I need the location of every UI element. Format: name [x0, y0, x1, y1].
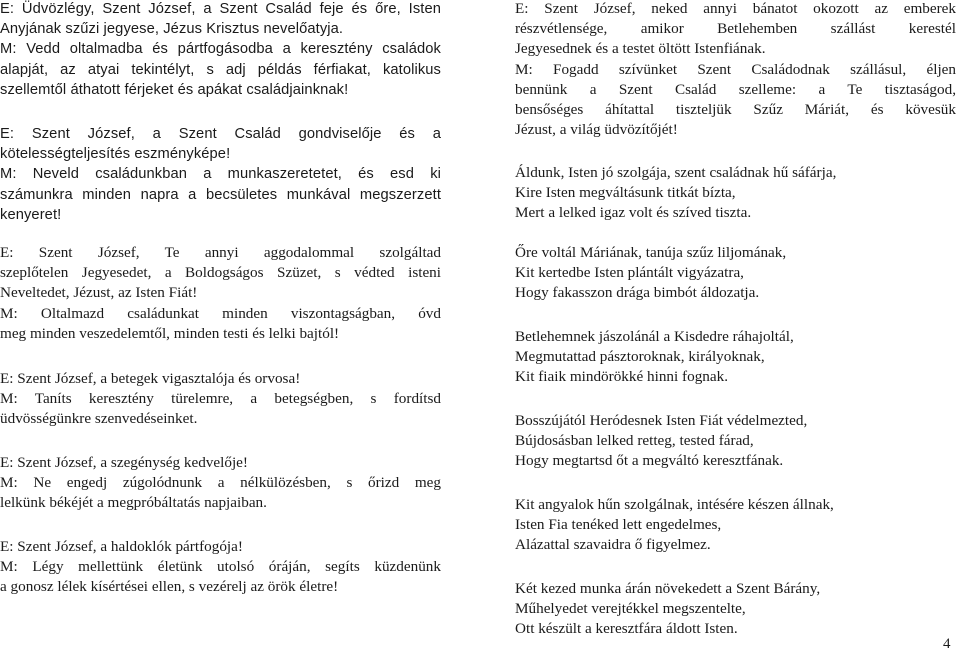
- text-line: Jézust, a világ üdvözítőjét!: [515, 121, 678, 139]
- text-line: Két kezed munka árán növekedett a Szent Bárány,: [515, 580, 821, 597]
- text-line: E: Üdvözlégy, Szent József, a Szent Család feje és őre, Isten: [0, 1, 441, 17]
- text-line: Anyjának szűzi jegyese, Jézus Krisztus nevelőatyja.: [0, 21, 344, 38]
- text-line: meg minden veszedelemtől, minden testi és lelki bajtól!: [0, 324, 340, 342]
- text-line: kötelességteljesítés eszményképe!: [0, 146, 231, 163]
- text-line: Isten Fia tenéked lett engedelmes,: [515, 516, 722, 534]
- paragraph: [515, 163, 956, 224]
- text-line: Áldunk, Isten jó szolgája, szent családnak hű sáfárja,: [515, 164, 837, 181]
- paragraph: [515, 579, 956, 640]
- text-line: M: Oltalmazd családunkat minden viszontagságban, óvd: [0, 304, 441, 322]
- text-line: Betlehemnek jászolánál a Kisdedre ráhajoltál,: [515, 328, 794, 345]
- text-line: E: Szent József, a haldoklók pártfogója!: [0, 538, 243, 555]
- text-line: Neveltedet, Jézust, az Isten Fiát!: [0, 284, 198, 302]
- text-line: M: Ne engedj zúgolódnunk a nélkülözésben, s őrizd meg: [0, 474, 441, 492]
- paragraph: [515, 495, 956, 556]
- text-line: üdvösségünkre szenvedéseinket.: [0, 410, 198, 428]
- paragraph: [0, 0, 441, 100]
- text-line: M: Fogadd szívünket Szent Családodnak szállásul, éljen: [515, 60, 956, 78]
- paragraph: [0, 124, 441, 225]
- page-number: 4: [943, 636, 951, 652]
- text-line: E: Szent József, a betegek vigasztalója és orvosa!: [0, 370, 301, 387]
- text-line: E: Szent József, Te annyi aggodalommal szolgáltad: [0, 244, 441, 261]
- text-line: M: Neveld családunkban a munkaszeretetet, és esd ki: [0, 166, 441, 183]
- text-line: E: Szent József, a szegénység kedvelője!: [0, 454, 248, 471]
- text-line: szellemtől áthatott férjeket és apákat családjainknak!: [0, 81, 349, 98]
- text-line: a gonosz lélek kísértései ellen, s vezérelj az örök életre!: [0, 578, 339, 596]
- paragraph: [515, 0, 956, 140]
- text-line: Kit kertedbe Isten plántált vigyázatra,: [515, 264, 744, 282]
- text-line: Őre voltál Máriának, tanúja szűz liljomának,: [515, 244, 787, 261]
- text-line: E: Szent József, neked annyi bánatot okozott az emberek: [515, 0, 956, 17]
- text-line: M: Légy mellettünk életünk utolsó óráján, segíts küzdenünk: [0, 558, 441, 576]
- text-line: Megmutattad pásztoroknak, királyoknak,: [515, 348, 765, 366]
- paragraph: [515, 243, 956, 304]
- text-line: Hogy fakasszon drága bimbót áldozatja.: [515, 284, 760, 302]
- paragraph: [0, 537, 441, 598]
- text-line: Mert a lelked igaz volt és szíved tiszta.: [515, 204, 752, 222]
- text-line: M: Vedd oltalmadba és pártfogásodba a keresztény családok: [0, 41, 441, 58]
- text-line: bensőséges áhítattal tiszteljük Szűz Máriát, és kövesük: [515, 100, 956, 118]
- text-line: Kire Isten megváltásunk titkát bízta,: [515, 184, 736, 202]
- paragraph: [515, 327, 956, 388]
- text-line: bennünk a Szent Család szelleme: a Te tisztaságod,: [515, 80, 956, 98]
- text-line: részvétlensége, amikor Betlehemben szállást kerestél: [515, 20, 956, 38]
- text-line: számunkra minden napra a becsületes munkával megszerzett: [0, 186, 441, 203]
- text-line: Jegyesednek és a testet öltött Istenfiának.: [515, 40, 766, 58]
- text-line: kenyeret!: [0, 206, 62, 223]
- text-line: Bújdosásban lelked retteg, tested fárad,: [515, 432, 754, 450]
- paragraph: [515, 411, 956, 472]
- text-line: Alázattal szavaidra ő figyelmez.: [515, 536, 711, 554]
- text-line: Kit angyalok hűn szolgálnak, intésére készen állnak,: [515, 496, 834, 513]
- text-line: szeplőtelen Jegyesedet, a Boldogságos Szüzet, s védted isteni: [0, 264, 441, 282]
- paragraph: [0, 369, 441, 430]
- text-line: Kit fiaik mindörökké hinni fognak.: [515, 368, 729, 386]
- text-line: Hogy megtartsd őt a megváltó keresztfának.: [515, 452, 784, 470]
- text-line: lelkünk békéjét a megpróbáltatás napjaiban.: [0, 494, 267, 512]
- text-line: Bosszújától Heródesnek Isten Fiát védelmezted,: [515, 412, 808, 429]
- text-line: M: Taníts keresztény türelemre, a betegségben, s fordítsd: [0, 390, 441, 408]
- text-line: E: Szent József, a Szent Család gondviselője és a: [0, 126, 441, 142]
- text-line: Műhelyedet verejtékkel megszentelte,: [515, 600, 746, 618]
- paragraph: [0, 453, 441, 514]
- paragraph: [0, 243, 441, 344]
- text-line: alapját, az atyai tekintélyt, s adj példás férfiakat, katolikus: [0, 61, 441, 78]
- text-line: Ott készült a keresztfára áldott Isten.: [515, 620, 738, 638]
